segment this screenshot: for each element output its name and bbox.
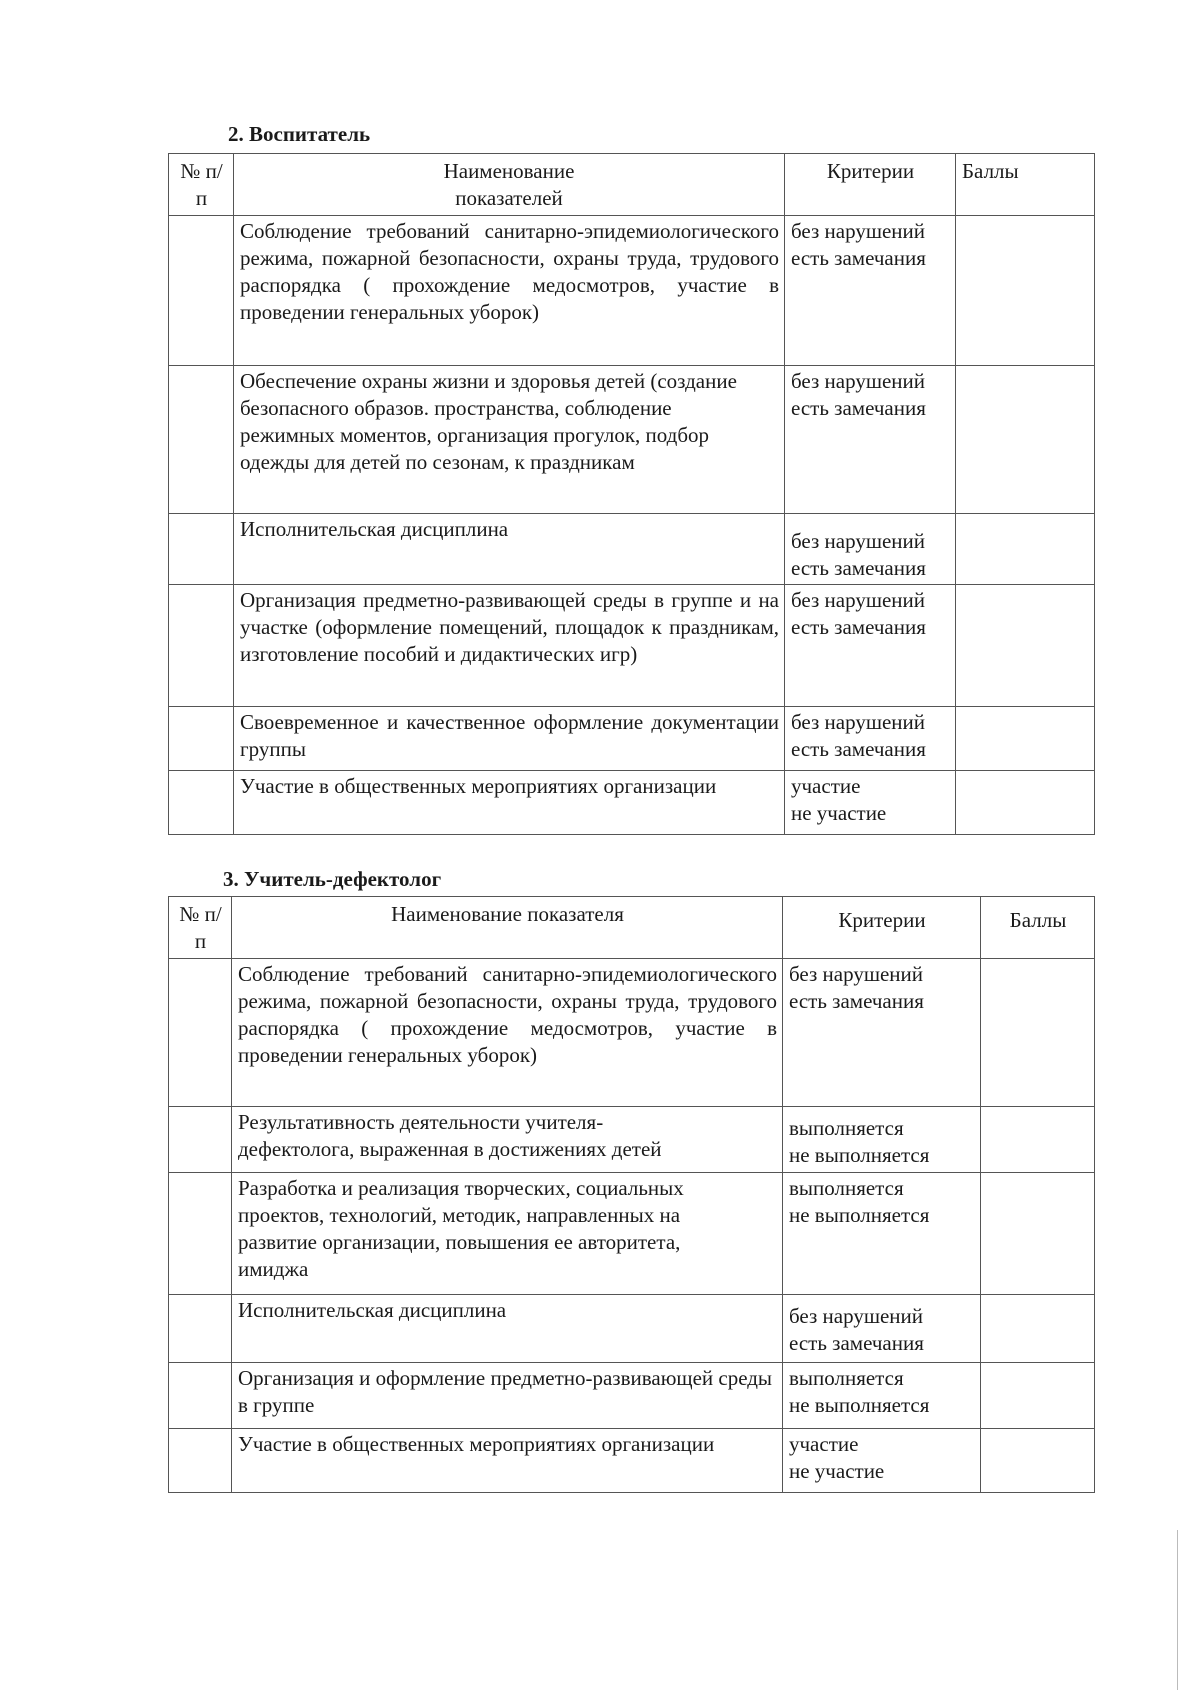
row-number-cell bbox=[169, 1363, 232, 1429]
criteria-option: участие bbox=[789, 1432, 859, 1456]
criteria-option: без нарушений bbox=[791, 529, 926, 553]
table-row bbox=[169, 1173, 1095, 1295]
criteria-option: выполняется bbox=[789, 1366, 904, 1390]
table-header-row bbox=[169, 154, 1095, 216]
criteria-option: есть замечания bbox=[791, 556, 926, 580]
criteria-cell bbox=[785, 366, 956, 514]
criteria-option: есть замечания bbox=[791, 396, 926, 420]
indicator-cell: Соблюдение требований санитарно-эпидемиологического режима, пожарной безопасности, охраны труда, трудового распорядка ( прохождение медосмотров, участие в проведении генеральных уборок) bbox=[232, 959, 783, 1107]
indicator-cell: Исполнительская дисциплина bbox=[232, 1295, 783, 1363]
row-number-cell bbox=[169, 1107, 232, 1173]
criteria-option: без нарушений bbox=[789, 1304, 924, 1328]
header-score: Баллы bbox=[981, 897, 1095, 959]
row-number-cell bbox=[169, 1429, 232, 1493]
header-indicator-name: Наименование показателя bbox=[232, 897, 783, 959]
table-row bbox=[169, 366, 1095, 514]
criteria-option: не участие bbox=[789, 1459, 885, 1483]
criteria-cell bbox=[783, 1363, 981, 1429]
indicator-cell: Участие в общественных мероприятиях организации bbox=[232, 1429, 783, 1493]
row-number-cell bbox=[169, 771, 234, 835]
table-row bbox=[169, 1363, 1095, 1429]
criteria-cell bbox=[783, 1107, 981, 1173]
indicator-cell: Разработка и реализация творческих, социальных проектов, технологий, методик, направленных на развитие организации, повышения ее авторитета, имиджа bbox=[232, 1173, 783, 1295]
score-cell bbox=[956, 514, 1095, 585]
score-cell bbox=[981, 1295, 1095, 1363]
table-row bbox=[169, 514, 1095, 585]
indicator-cell: Обеспечение охраны жизни и здоровья детей (создание безопасного образов. пространства, соблюдение режимных моментов, организация прогулок, подбор одежды для детей по сезонам, к праздникам bbox=[234, 366, 785, 514]
row-number-cell bbox=[169, 1295, 232, 1363]
criteria-option: без нарушений bbox=[791, 588, 926, 612]
criteria-cell bbox=[783, 1295, 981, 1363]
section-2-table bbox=[168, 153, 1095, 835]
score-cell bbox=[981, 1363, 1095, 1429]
row-number-cell bbox=[169, 585, 234, 707]
criteria-cell bbox=[785, 514, 956, 585]
header-criteria: Критерии bbox=[785, 154, 956, 216]
section-2-title: 2. Воспитатель bbox=[228, 122, 371, 146]
indicator-cell: Своевременное и качественное оформление документации группы bbox=[234, 707, 785, 771]
score-cell bbox=[956, 585, 1095, 707]
row-number-cell bbox=[169, 514, 234, 585]
criteria-option: есть замечания bbox=[789, 989, 924, 1013]
criteria-cell bbox=[785, 216, 956, 366]
header-num: № п/п bbox=[169, 897, 232, 959]
criteria-option: без нарушений bbox=[791, 219, 926, 243]
header-num: № п/п bbox=[169, 154, 234, 216]
score-cell bbox=[956, 771, 1095, 835]
header-indicator-name: Наименование показателей bbox=[234, 154, 785, 216]
criteria-option: есть замечания bbox=[791, 615, 926, 639]
table-row bbox=[169, 1295, 1095, 1363]
score-cell bbox=[981, 1173, 1095, 1295]
criteria-option: без нарушений bbox=[791, 710, 926, 734]
criteria-option: есть замечания bbox=[791, 737, 926, 761]
table-header-row bbox=[169, 897, 1095, 959]
criteria-option: участие bbox=[791, 774, 861, 798]
indicator-cell: Организация предметно-развивающей среды в группе и на участке (оформление помещений, площадок к праздникам, изготовление пособий и дидактических игр) bbox=[234, 585, 785, 707]
criteria-option: выполняется bbox=[789, 1176, 904, 1200]
score-cell bbox=[981, 1429, 1095, 1493]
table-row bbox=[169, 1107, 1095, 1173]
indicator-cell: Исполнительская дисциплина bbox=[234, 514, 785, 585]
criteria-cell bbox=[783, 1173, 981, 1295]
row-number-cell bbox=[169, 366, 234, 514]
section-3-table bbox=[168, 896, 1095, 1493]
score-cell bbox=[956, 707, 1095, 771]
indicator-cell: Организация и оформление предметно-развивающей среды в группе bbox=[232, 1363, 783, 1429]
row-number-cell bbox=[169, 1173, 232, 1295]
row-number-cell bbox=[169, 707, 234, 771]
indicator-cell: Результативность деятельности учителя-дефектолога, выраженная в достижениях детей bbox=[232, 1107, 783, 1173]
row-number-cell bbox=[169, 216, 234, 366]
criteria-option: без нарушений bbox=[791, 369, 926, 393]
indicator-cell: Соблюдение требований санитарно-эпидемиологического режима, пожарной безопасности, охраны труда, трудового распорядка ( прохождение медосмотров, участие в проведении генеральных уборок) bbox=[234, 216, 785, 366]
criteria-option: не участие bbox=[791, 801, 887, 825]
criteria-option: не выполняется bbox=[789, 1203, 930, 1227]
scan-edge-line bbox=[1177, 1530, 1178, 1690]
criteria-option: не выполняется bbox=[789, 1143, 930, 1167]
score-cell bbox=[981, 1107, 1095, 1173]
criteria-cell bbox=[785, 707, 956, 771]
section-3-title: 3. Учитель-дефектолог bbox=[223, 867, 442, 891]
score-cell bbox=[981, 959, 1095, 1107]
criteria-option: есть замечания bbox=[791, 246, 926, 270]
criteria-option: не выполняется bbox=[789, 1393, 930, 1417]
table-row bbox=[169, 771, 1095, 835]
table-row bbox=[169, 1429, 1095, 1493]
score-cell bbox=[956, 216, 1095, 366]
table-row bbox=[169, 216, 1095, 366]
table-row bbox=[169, 959, 1095, 1107]
indicator-cell: Участие в общественных мероприятиях организации bbox=[234, 771, 785, 835]
header-criteria: Критерии bbox=[783, 897, 981, 959]
row-number-cell bbox=[169, 959, 232, 1107]
header-score: Баллы bbox=[956, 154, 1095, 216]
criteria-cell bbox=[783, 959, 981, 1107]
score-cell bbox=[956, 366, 1095, 514]
criteria-cell bbox=[785, 771, 956, 835]
criteria-option: есть замечания bbox=[789, 1331, 924, 1355]
table-row bbox=[169, 585, 1095, 707]
criteria-cell bbox=[783, 1429, 981, 1493]
criteria-option: без нарушений bbox=[789, 962, 924, 986]
criteria-cell bbox=[785, 585, 956, 707]
criteria-option: выполняется bbox=[789, 1116, 904, 1140]
table-row bbox=[169, 707, 1095, 771]
